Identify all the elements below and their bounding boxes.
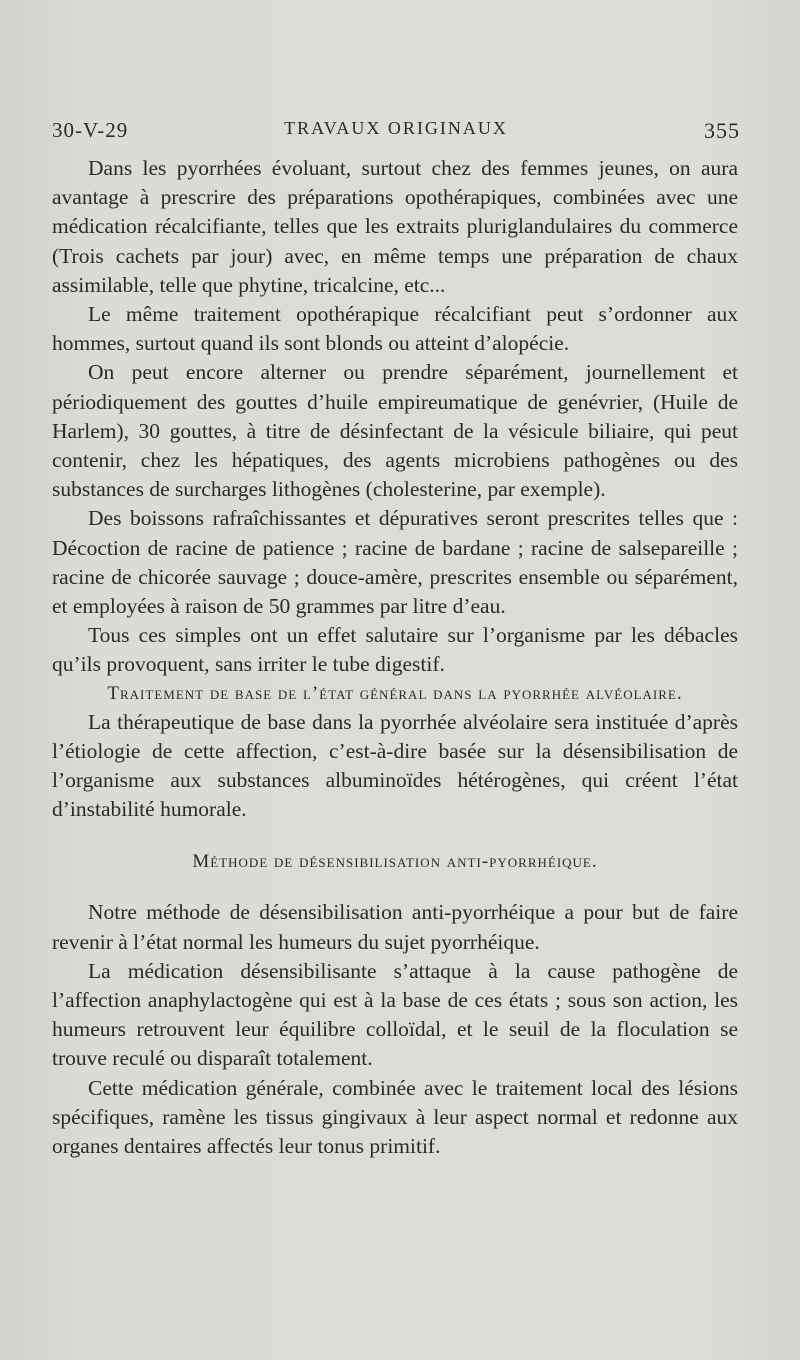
paragraph: La médication désensibilisante s’attaque à la cause pathogène de l’affection anaphylactogène qui est à la base de ces états ; sous son action, les humeurs retrouvent leur équilibre colloïdal, et le seuil de la floculation se trouve reculé ou disparaît totalement. bbox=[52, 958, 738, 1071]
header-date: 30-V-29 bbox=[52, 118, 129, 142]
page-body bbox=[52, 154, 738, 1161]
page-number: 355 bbox=[704, 118, 740, 143]
paragraph: Le même traitement opothérapique récalcifiant peut s’ordonner aux hommes, surtout quand ils sont blonds ou atteint d’alopécie. bbox=[52, 302, 738, 356]
paragraph: On peut encore alterner ou prendre séparément, journellement et périodiquement des gouttes d’huile empireumatique de genévrier, (Huile de Harlem), 30 gouttes, à titre de désinfectant de la vésicule biliaire, qui peut contenir, chez les hépatiques, des agents microbiens pathogènes ou des substances de surcharges lithogènes (cholesterine, par exemple). bbox=[52, 360, 738, 502]
paragraph: Tous ces simples ont un effet salutaire sur l’organisme par les débacles qu’ils provoquent, sans irriter le tube digestif. bbox=[52, 623, 738, 677]
paragraph: Des boissons rafraîchissantes et dépuratives seront prescrites telles que : Décoction de racine de patience ; racine de bardane ; racine de salsepareille ; racine de chicorée sauvage ; douce-amère, prescrites ensemble ou séparément, et employées à raison de 50 grammes par litre d’eau. bbox=[52, 506, 738, 619]
paragraph: Notre méthode de désensibilisation anti-pyorrhéique a pour but de faire revenir à l’état normal les humeurs du sujet pyorrhéique. bbox=[52, 900, 738, 954]
paragraph: Cette médication générale, combinée avec le traitement local des lésions spécifiques, ramène les tissus gingivaux à leur aspect normal et redonne aux organes dentaires affectés leur tonus primitif. bbox=[52, 1075, 738, 1159]
section-heading-treatment: Traitement de base de l’état général dans la pyorrhée alvéolaire. bbox=[107, 682, 683, 704]
paragraph: La thérapeutique de base dans la pyorrhée alvéolaire sera instituée d’après l’étiologie de cette affection, c’est-à-dire basée sur la désensibilisation de l’organisme aux substances albuminoïdes hétérogènes, qui créent l’état d’instabilité humorale. bbox=[52, 709, 738, 822]
paragraph: Dans les pyorrhées évoluant, surtout chez des femmes jeunes, on aura avantage à prescrire des préparations opothérapiques, combinées avec une médication récalcifiante, telles que les extraits pluriglandulaires du commerce (Trois cachets par jour) avec, en même temps une préparation de chaux assimilable, telle que phytine, tricalcine, etc... bbox=[52, 156, 738, 297]
section-heading-method: Méthode de désensibilisation anti-pyorrhéique. bbox=[192, 851, 598, 873]
running-header bbox=[52, 118, 740, 148]
header-title: TRAVAUX ORIGINAUX bbox=[284, 118, 508, 138]
